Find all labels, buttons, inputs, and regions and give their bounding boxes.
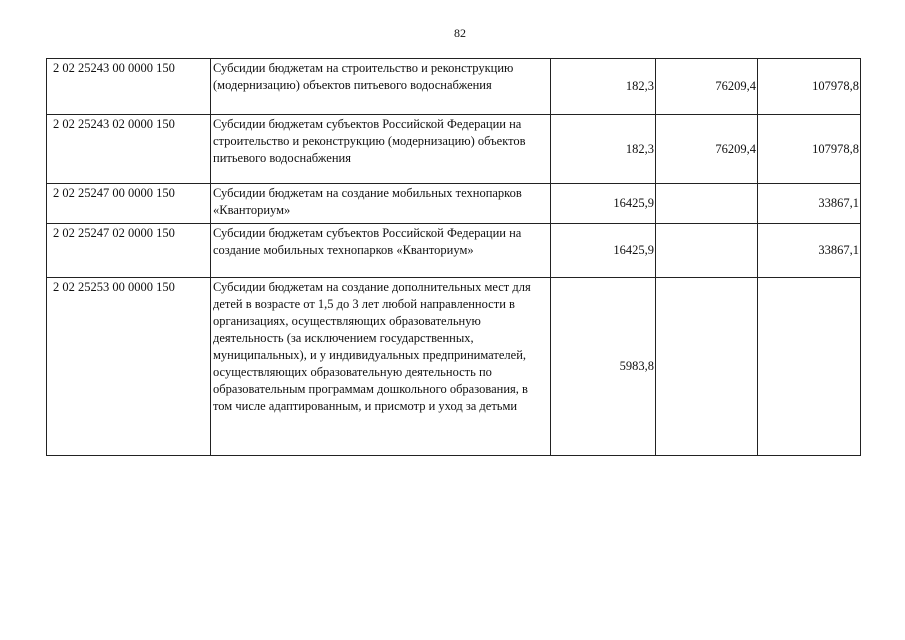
budget-code-cell: 2 02 25247 02 0000 150	[47, 224, 211, 278]
description-cell: Субсидии бюджетам на создание мобильных технопарков «Кванториум»	[211, 184, 551, 224]
table-row	[47, 278, 861, 456]
value-2-cell	[656, 184, 758, 224]
value-1-cell: 182,3	[551, 115, 656, 184]
value-3-cell: 33867,1	[758, 224, 861, 278]
description-cell: Субсидии бюджетам субъектов Российской Федерации на создание мобильных технопарков «Кванториум»	[211, 224, 551, 278]
value-1-cell: 182,3	[551, 59, 656, 115]
budget-code-cell: 2 02 25253 00 0000 150	[47, 278, 211, 456]
value-1-cell: 16425,9	[551, 224, 656, 278]
page-number: 82	[454, 26, 466, 40]
value-2-cell	[656, 278, 758, 456]
table-row	[47, 184, 861, 224]
value-1-cell: 16425,9	[551, 184, 656, 224]
value-3-cell	[758, 278, 861, 456]
value-1-cell: 5983,8	[551, 278, 656, 456]
value-3-cell: 33867,1	[758, 184, 861, 224]
budget-table	[46, 58, 861, 456]
budget-code-cell: 2 02 25243 02 0000 150	[47, 115, 211, 184]
budget-code-cell: 2 02 25243 00 0000 150	[47, 59, 211, 115]
description-cell: Субсидии бюджетам на строительство и реконструкцию (модернизацию) объектов питьевого водоснабжения	[211, 59, 551, 115]
value-3-cell: 107978,8	[758, 59, 861, 115]
budget-code-cell: 2 02 25247 00 0000 150	[47, 184, 211, 224]
value-2-cell: 76209,4	[656, 59, 758, 115]
description-cell: Субсидии бюджетам субъектов Российской Федерации на строительство и реконструкцию (модернизацию) объектов питьевого водоснабжения	[211, 115, 551, 184]
value-2-cell	[656, 224, 758, 278]
description-cell: Субсидии бюджетам на создание дополнительных мест для детей в возрасте от 1,5 до 3 лет любой направленности в организациях, осуществляющих образовательную деятельность (за исключением государственных, муниципальных), и у индивидуальных предпринимателей, осуществляющих образовательную деятельность по образовательным программам дошкольного образования, в том числе адаптированным, и присмотр и уход за детьми	[211, 278, 551, 456]
table-row	[47, 59, 861, 115]
table-row	[47, 115, 861, 184]
table-row	[47, 224, 861, 278]
value-3-cell: 107978,8	[758, 115, 861, 184]
value-2-cell: 76209,4	[656, 115, 758, 184]
